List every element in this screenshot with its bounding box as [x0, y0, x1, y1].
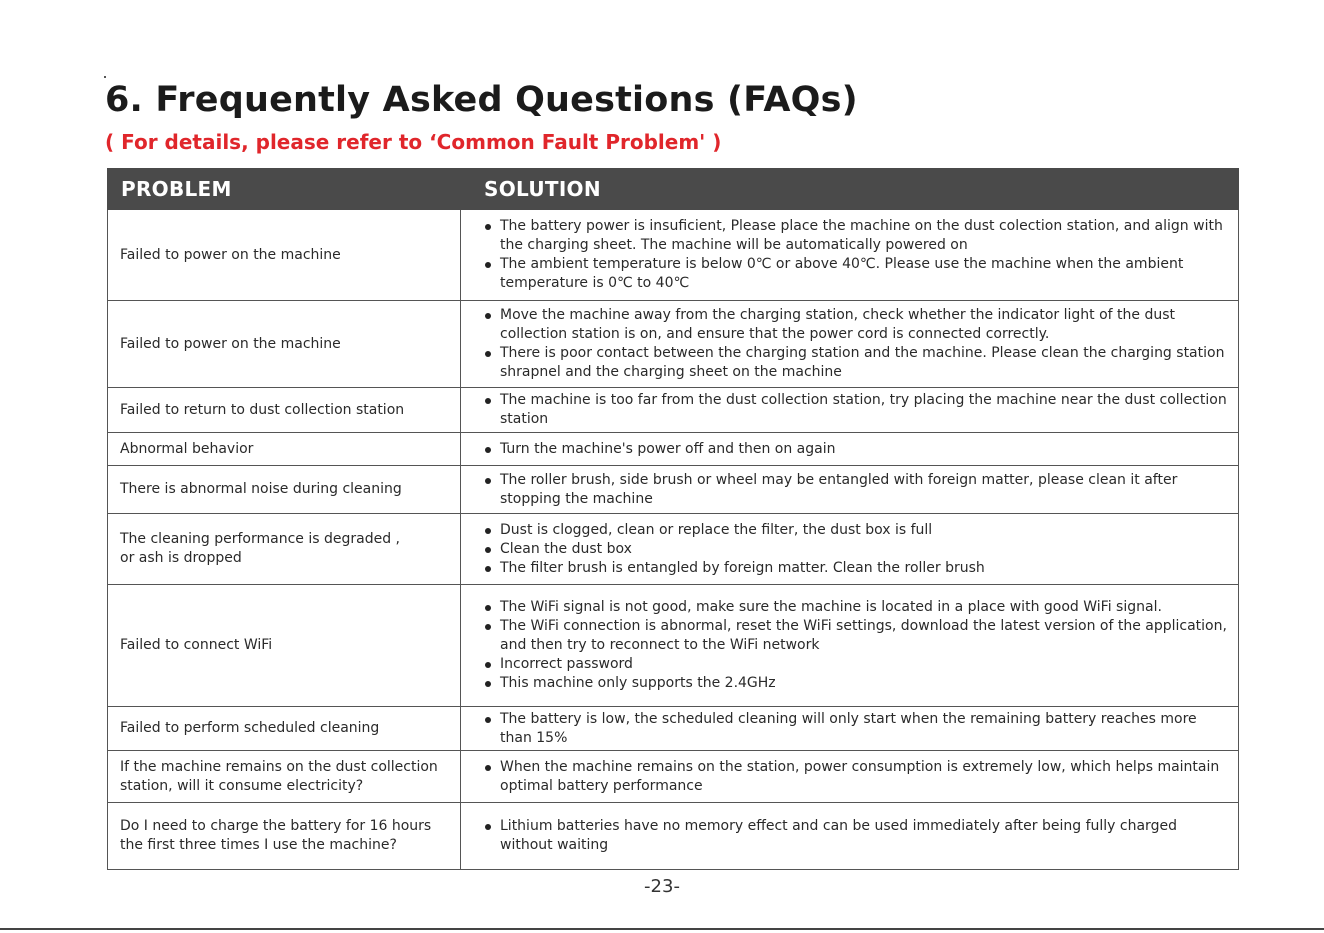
faq-row: [108, 433, 1239, 466]
faq-row: [108, 514, 1239, 585]
solution-cell: [461, 210, 1239, 301]
stray-mark: [104, 76, 106, 78]
solution-list: [461, 440, 1232, 459]
solution-list: [461, 817, 1232, 855]
solution-list: [461, 710, 1232, 748]
solution-list: [461, 217, 1232, 293]
problem-cell: Failed to perform scheduled cleaning: [108, 707, 461, 751]
faq-header-row: [108, 169, 1239, 210]
problem-column-header: PROBLEM: [108, 169, 461, 210]
solution-column-header: SOLUTION: [461, 169, 1239, 210]
solution-item: Move the machine away from the charging station, check whether the indicator light of the dust collection station is on, and ensure that the power cord is connected correctly.: [461, 306, 1232, 344]
solution-cell: [461, 466, 1239, 514]
faq-row: [108, 751, 1239, 803]
solution-list: [461, 391, 1232, 429]
faq-row: [108, 388, 1239, 433]
solution-item: The machine is too far from the dust collection station, try placing the machine near the dust collection station: [461, 391, 1232, 429]
faq-row: [108, 803, 1239, 870]
solution-list: [461, 521, 1232, 578]
problem-cell: The cleaning performance is degraded , or ash is dropped: [108, 514, 461, 585]
solution-item: Turn the machine's power off and then on again: [461, 440, 1232, 459]
solution-cell: [461, 388, 1239, 433]
solution-list: [461, 471, 1232, 509]
solution-cell: [461, 751, 1239, 803]
solution-cell: [461, 585, 1239, 707]
page-number: -23-: [644, 876, 680, 897]
solution-cell: [461, 301, 1239, 388]
problem-cell: Failed to power on the machine: [108, 301, 461, 388]
problem-cell: There is abnormal noise during cleaning: [108, 466, 461, 514]
solution-item: Dust is clogged, clean or replace the filter, the dust box is full: [461, 521, 1232, 540]
solution-list: [461, 598, 1232, 693]
solution-item: The WiFi signal is not good, make sure the machine is located in a place with good WiFi signal.: [461, 598, 1232, 617]
problem-cell: Failed to return to dust collection station: [108, 388, 461, 433]
solution-item: The roller brush, side brush or wheel may be entangled with foreign matter, please clean it after stopping the machine: [461, 471, 1232, 509]
solution-cell: [461, 803, 1239, 870]
problem-cell: Abnormal behavior: [108, 433, 461, 466]
page-subtitle: ( For details, please refer to ‘Common Fault Problem' ): [105, 130, 722, 154]
faq-row: [108, 210, 1239, 301]
problem-cell: Failed to power on the machine: [108, 210, 461, 301]
faq-row: [108, 585, 1239, 707]
solution-item: Lithium batteries have no memory effect and can be used immediately after being fully charged without waiting: [461, 817, 1232, 855]
solution-item: Clean the dust box: [461, 540, 1232, 559]
solution-item: The ambient temperature is below 0℃ or above 40℃. Please use the machine when the ambient temperature is 0℃ to 40℃: [461, 255, 1232, 293]
solution-item: The WiFi connection is abnormal, reset the WiFi settings, download the latest version of the application, and then try to reconnect to the WiFi network: [461, 617, 1232, 655]
faq-row: [108, 707, 1239, 751]
faq-row: [108, 301, 1239, 388]
solution-item: The filter brush is entangled by foreign matter. Clean the roller brush: [461, 559, 1232, 578]
solution-item: The battery power is insuficient, Please place the machine on the dust colection station, and align with the charging sheet. The machine will be automatically powered on: [461, 217, 1232, 255]
solution-cell: [461, 514, 1239, 585]
solution-list: [461, 306, 1232, 382]
solution-item: The battery is low, the scheduled cleaning will only start when the remaining battery reaches more than 15%: [461, 710, 1232, 748]
solution-cell: [461, 433, 1239, 466]
bottom-divider: [0, 928, 1324, 930]
solution-item: When the machine remains on the station, power consumption is extremely low, which helps maintain optimal battery performance: [461, 758, 1232, 796]
solution-item: This machine only supports the 2.4GHz: [461, 674, 1232, 693]
solution-item: There is poor contact between the charging station and the machine. Please clean the charging station shrapnel and the charging sheet on the machine: [461, 344, 1232, 382]
solution-cell: [461, 707, 1239, 751]
solution-item: Incorrect password: [461, 655, 1232, 674]
faq-table: [107, 168, 1239, 870]
problem-cell: If the machine remains on the dust collection station, will it consume electricity?: [108, 751, 461, 803]
problem-cell: Failed to connect WiFi: [108, 585, 461, 707]
faq-row: [108, 466, 1239, 514]
solution-list: [461, 758, 1232, 796]
page-title: 6. Frequently Asked Questions (FAQs): [105, 80, 858, 120]
problem-cell: Do I need to charge the battery for 16 hours the first three times I use the machine?: [108, 803, 461, 870]
